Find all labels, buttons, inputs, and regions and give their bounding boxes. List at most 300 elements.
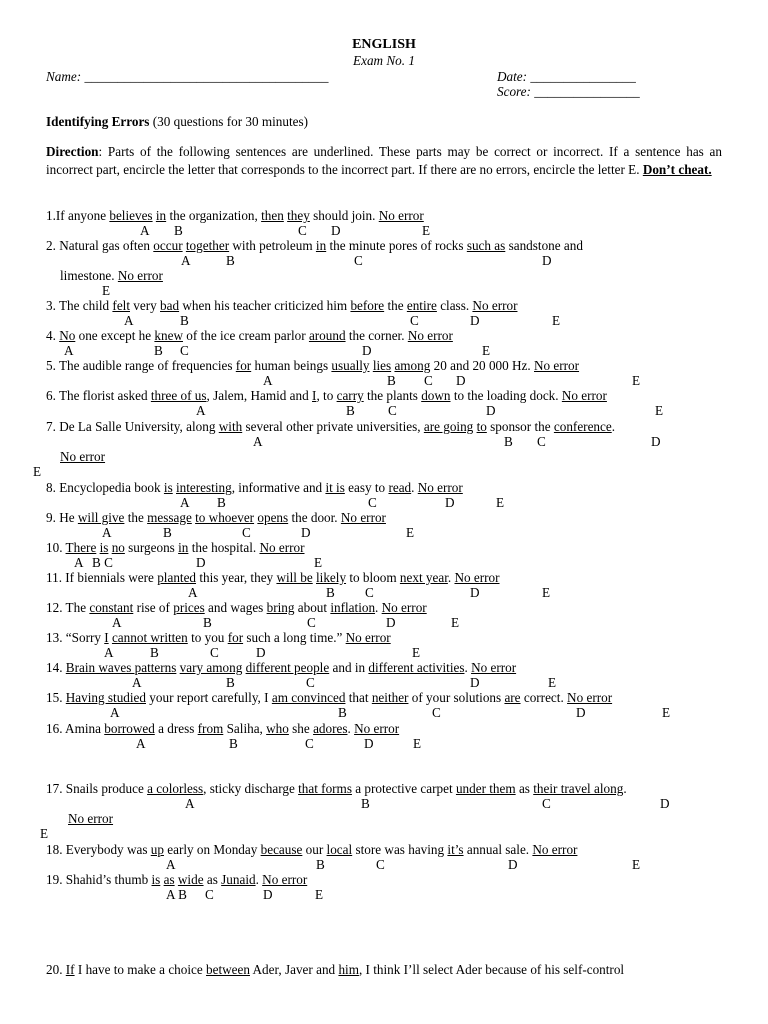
underlined-part: it’s: [447, 842, 464, 857]
sentence-text: the: [124, 510, 148, 525]
answer-letter-e[interactable]: E: [102, 283, 111, 298]
direction-label: Direction: [46, 144, 99, 159]
answer-letter-b[interactable]: B: [229, 736, 238, 751]
question-sentence: [46, 842, 736, 857]
underlined-part: down: [421, 388, 451, 403]
underlined-part: bring: [266, 600, 295, 615]
question-4: [46, 328, 736, 358]
underlined-part: then: [261, 208, 284, 223]
sentence-text: 3. The child: [46, 298, 113, 313]
answer-letter-d[interactable]: D: [445, 495, 455, 510]
answer-letter-b[interactable]: B: [361, 796, 370, 811]
answer-letters: [46, 585, 736, 600]
answer-letter-e[interactable]: E: [451, 615, 460, 630]
answer-letters: [46, 373, 736, 388]
underlined-part: felt: [112, 298, 130, 313]
answer-letter-c[interactable]: C: [432, 705, 441, 720]
direction-text: : Parts of the following sentences are underlined. These parts may be correct or incorrect. If a sentence has an incorrect part, encircle the letter that corresponds to the incorrect part. If there are no errors, encircle the letter E.: [46, 144, 722, 177]
answer-letters: [46, 253, 736, 268]
sentence-text: 17. Snails produce: [46, 781, 148, 796]
sentence-text: 11. If biennials were: [46, 570, 158, 585]
answer-letter-b[interactable]: B: [203, 615, 212, 630]
direction-paragraph: [46, 143, 722, 179]
sentence-text: class.: [436, 298, 473, 313]
answer-letters: [46, 313, 736, 328]
question-sentence: [46, 872, 736, 887]
answer-letter-c[interactable]: C: [298, 223, 307, 238]
underlined-part: No error: [378, 208, 424, 223]
answer-letter-d[interactable]: D: [386, 615, 396, 630]
answer-letter-c[interactable]: C: [210, 645, 219, 660]
sentence-text: as: [515, 781, 534, 796]
underlined-part: constant: [89, 600, 134, 615]
underlined-part: No error: [68, 811, 114, 826]
question-sentence: [46, 298, 736, 313]
answer-letter-b[interactable]: B: [226, 253, 235, 268]
answer-letter-c[interactable]: C: [242, 525, 251, 540]
underlined-part: carry: [336, 388, 364, 403]
sentence-text: .: [611, 419, 616, 434]
sentence-text: store was having: [352, 842, 448, 857]
sentence-text: 10.: [46, 540, 66, 555]
answer-letter-d[interactable]: D: [470, 585, 480, 600]
answer-letter-a[interactable]: A: [188, 585, 198, 600]
date-field-label: Date: ________________: [497, 69, 636, 84]
underlined-part: I: [104, 630, 109, 645]
sentence-text: correct.: [520, 690, 568, 705]
answer-letter-a[interactable]: A: [140, 223, 150, 238]
question-9: [46, 510, 736, 540]
answer-letter-a[interactable]: A: [263, 373, 273, 388]
answer-letter-d[interactable]: D: [651, 434, 661, 449]
sentence-text: rise of: [133, 600, 174, 615]
answer-letter-e[interactable]: E: [40, 826, 49, 841]
underlined-part: to: [476, 419, 487, 434]
sentence-text: when his teacher criticized him: [179, 298, 351, 313]
answer-letter-b[interactable]: B: [226, 675, 235, 690]
underlined-part: occur: [153, 238, 183, 253]
sentence-text: the minute pores of rocks: [326, 238, 467, 253]
underlined-part: No: [59, 328, 76, 343]
question-1: [46, 208, 736, 238]
question-17: [40, 781, 736, 841]
underlined-part: between: [206, 962, 250, 977]
answer-letter-b[interactable]: B: [326, 585, 335, 600]
answer-letters: [46, 615, 736, 630]
exam-title: ENGLISH: [352, 37, 416, 52]
question-sentence: [46, 449, 736, 464]
answer-letter-d[interactable]: D: [256, 645, 266, 660]
underlined-part: No error: [472, 298, 518, 313]
underlined-part: under them: [455, 781, 516, 796]
answer-letter-e[interactable]: E: [422, 223, 431, 238]
answer-letters: [46, 343, 736, 358]
answer-letter-a[interactable]: A: [110, 705, 120, 720]
underlined-part: different people: [245, 660, 330, 675]
sentence-text: our: [302, 842, 327, 857]
underlined-part: next year: [399, 570, 448, 585]
answer-letter-b[interactable]: B: [504, 434, 513, 449]
sentence-text: very: [130, 298, 161, 313]
question-sentence: [46, 358, 736, 373]
question-16: [46, 721, 736, 751]
sentence-text: .: [255, 872, 263, 887]
answer-letter-a[interactable]: A: [136, 736, 146, 751]
sentence-text: 20 and 20 000 Hz.: [430, 358, 534, 373]
underlined-part: together: [185, 238, 230, 253]
sentence-text: to the loading dock.: [450, 388, 562, 403]
question-7: [33, 419, 736, 479]
answer-letters: [46, 705, 736, 720]
underlined-part: No error: [262, 872, 308, 887]
underlined-part: inflation: [330, 600, 376, 615]
underlined-part: opens: [257, 510, 289, 525]
question-sentence: [46, 540, 736, 555]
question-sentence: [46, 721, 736, 736]
underlined-part: for: [235, 358, 252, 373]
direction-emphasis: Don’t cheat.: [642, 162, 712, 177]
answer-letter-b[interactable]: B: [174, 223, 183, 238]
answer-letter-d[interactable]: D: [470, 675, 480, 690]
question-6: [46, 388, 736, 418]
underlined-part: for: [227, 630, 244, 645]
answer-letter-bc[interactable]: B C: [92, 555, 113, 570]
sentence-text: 20.: [46, 962, 66, 977]
answer-letter-e[interactable]: E: [482, 343, 491, 358]
sentence-text: Ader, Javer and: [249, 962, 339, 977]
sentence-text: several other private universities,: [242, 419, 424, 434]
sentence-text: 1.If anyone: [46, 208, 110, 223]
sentence-text: 4.: [46, 328, 60, 343]
question-19: [46, 872, 736, 902]
question-sentence: [46, 480, 736, 495]
sentence-text: annual sale.: [463, 842, 533, 857]
sentence-text: and in: [329, 660, 369, 675]
sentence-text: the organization,: [166, 208, 262, 223]
underlined-part: read: [388, 480, 412, 495]
sentence-text: .: [411, 480, 418, 495]
answer-letter-a[interactable]: A: [180, 495, 190, 510]
answer-letters: [33, 464, 736, 479]
underlined-part: No error: [354, 721, 400, 736]
sentence-text: 2. Natural gas often: [46, 238, 154, 253]
answer-letter-b[interactable]: B: [316, 857, 325, 872]
answer-letters: [46, 283, 736, 298]
answer-letter-b[interactable]: B: [180, 313, 189, 328]
answer-letter-d[interactable]: D: [660, 796, 670, 811]
sentence-text: 12. The: [46, 600, 90, 615]
answer-letter-d[interactable]: D: [331, 223, 341, 238]
sentence-text: your report carefully, I: [146, 690, 272, 705]
answer-letter-c[interactable]: C: [365, 585, 374, 600]
sentence-text: .: [347, 721, 355, 736]
answer-letter-d[interactable]: D: [508, 857, 518, 872]
answer-letter-b[interactable]: B: [163, 525, 172, 540]
answer-letter-e[interactable]: E: [413, 736, 422, 751]
answer-letter-d[interactable]: D: [456, 373, 466, 388]
answer-letter-e[interactable]: E: [412, 645, 421, 660]
underlined-part: is: [99, 540, 109, 555]
section-note: (30 questions for 30 minutes): [149, 114, 309, 129]
underlined-part: If: [65, 962, 75, 977]
question-sentence: [46, 268, 736, 283]
question-18: [46, 842, 736, 872]
sentence-text: I have to make a choice: [74, 962, 207, 977]
underlined-part: around: [308, 328, 346, 343]
answer-letter-b[interactable]: B: [217, 495, 226, 510]
answer-letter-a[interactable]: A: [166, 857, 176, 872]
underlined-part: to whoever: [195, 510, 255, 525]
answer-letter-e[interactable]: E: [552, 313, 561, 328]
sentence-text: 13. “Sorry: [46, 630, 105, 645]
sentence-text: such a long time.”: [243, 630, 346, 645]
sentence-text: the door.: [288, 510, 341, 525]
answer-letter-d[interactable]: D: [470, 313, 480, 328]
sentence-text: 15.: [46, 690, 66, 705]
answer-letter-c[interactable]: C: [410, 313, 419, 328]
sentence-text: to you: [187, 630, 228, 645]
answer-letter-e[interactable]: E: [315, 887, 324, 902]
underlined-part: borrowed: [104, 721, 155, 736]
underlined-part: entire: [406, 298, 437, 313]
sentence-text: this year, they: [196, 570, 277, 585]
answer-letter-a[interactable]: A: [196, 403, 206, 418]
sentence-text: , I think I’ll select Ader because of his self-control: [358, 962, 625, 977]
underlined-part: adores: [313, 721, 348, 736]
underlined-part: likely: [316, 570, 347, 585]
underlined-part: message: [147, 510, 192, 525]
answer-letter-c[interactable]: C: [306, 675, 315, 690]
score-field-label: Score: ________________: [497, 84, 640, 99]
question-14: [46, 660, 736, 690]
sentence-text: sandstone and: [505, 238, 583, 253]
answer-letter-a[interactable]: A: [132, 675, 142, 690]
answer-letter-e[interactable]: E: [632, 373, 641, 388]
answer-letter-b[interactable]: B: [154, 343, 163, 358]
sentence-text: to bloom: [346, 570, 400, 585]
underlined-part: No error: [340, 510, 386, 525]
sentence-text: of your solutions: [408, 690, 505, 705]
sentence-text: should join.: [309, 208, 379, 223]
sentence-text: 14.: [46, 660, 66, 675]
question-sentence: [46, 510, 736, 525]
answer-letters: [46, 403, 736, 418]
answer-letter-d[interactable]: D: [362, 343, 372, 358]
underlined-part: planted: [157, 570, 197, 585]
underlined-part: they: [287, 208, 310, 223]
answer-letter-a[interactable]: A: [102, 525, 112, 540]
question-13: [46, 630, 736, 660]
sentence-text: the corner.: [345, 328, 408, 343]
answer-letter-d[interactable]: D: [542, 253, 552, 268]
underlined-part: wide: [177, 872, 204, 887]
sentence-text: Saliha,: [223, 721, 267, 736]
answer-letter-c[interactable]: C: [542, 796, 551, 811]
underlined-part: No error: [60, 449, 106, 464]
answer-letter-a[interactable]: A: [104, 645, 114, 660]
sentence-text: , informative and: [231, 480, 326, 495]
answer-letter-a[interactable]: A: [253, 434, 263, 449]
answer-letters: [46, 495, 736, 510]
underlined-part: Having studied: [65, 690, 146, 705]
section-title: Identifying Errors: [46, 114, 150, 129]
sentence-text: she: [288, 721, 314, 736]
answer-letter-c[interactable]: C: [205, 887, 214, 902]
sentence-text: .: [623, 781, 627, 796]
underlined-part: before: [350, 298, 385, 313]
sentence-text: that: [345, 690, 372, 705]
answer-letters: [46, 645, 736, 660]
answer-letter-a[interactable]: A: [185, 796, 195, 811]
answer-letter-e[interactable]: E: [632, 857, 641, 872]
sentence-text: surgeons: [124, 540, 179, 555]
answer-letter-e[interactable]: E: [548, 675, 557, 690]
answer-letter-d[interactable]: D: [486, 403, 496, 418]
answer-letter-a[interactable]: A: [74, 555, 84, 570]
question-20: [46, 962, 736, 977]
underlined-part: No error: [117, 268, 163, 283]
answer-letter-d[interactable]: D: [263, 887, 273, 902]
question-sentence: [46, 690, 736, 705]
underlined-part: No error: [259, 540, 305, 555]
underlined-part: No error: [471, 660, 517, 675]
sentence-text: limestone.: [60, 268, 118, 283]
sentence-text: one except he: [75, 328, 155, 343]
underlined-part: vary among: [179, 660, 243, 675]
answer-letter-c[interactable]: C: [376, 857, 385, 872]
sentence-text: 19. Shahid’s thumb: [46, 872, 152, 887]
answer-letter-d[interactable]: D: [196, 555, 206, 570]
answer-letter-c[interactable]: C: [388, 403, 397, 418]
underlined-part: with: [218, 419, 243, 434]
question-sentence: [46, 962, 736, 977]
answer-letters: [46, 887, 736, 902]
answer-letters: [46, 555, 736, 570]
sentence-text: .: [447, 570, 455, 585]
answer-letter-d[interactable]: D: [301, 525, 311, 540]
sentence-text: the: [384, 298, 407, 313]
answer-letter-b[interactable]: B: [338, 705, 347, 720]
underlined-part: that forms: [298, 781, 352, 796]
answer-letter-e[interactable]: E: [662, 705, 671, 720]
underlined-part: is: [151, 872, 161, 887]
answer-letters: [46, 857, 736, 872]
answer-letter-d[interactable]: D: [576, 705, 586, 720]
question-sentence: [46, 238, 736, 253]
question-sentence: [46, 388, 736, 403]
underlined-part: up: [150, 842, 164, 857]
sentence-text: the hospital.: [188, 540, 260, 555]
answer-letter-e[interactable]: E: [496, 495, 505, 510]
underlined-part: lies: [372, 358, 392, 373]
underlined-part: in: [178, 540, 189, 555]
answer-letter-a[interactable]: A: [124, 313, 134, 328]
underlined-part: usually: [331, 358, 370, 373]
sentence-text: 5. The audible range of frequencies: [46, 358, 236, 373]
answer-letters: [40, 826, 736, 841]
underlined-part: as: [163, 872, 175, 887]
question-11: [46, 570, 736, 600]
underlined-part: different activities: [368, 660, 465, 675]
sentence-text: 9. He: [46, 510, 78, 525]
answer-letter-a[interactable]: A: [112, 615, 122, 630]
question-8: [46, 480, 736, 510]
underlined-part: their travel along: [533, 781, 624, 796]
answer-letter-e[interactable]: E: [33, 464, 42, 479]
question-sentence: [46, 600, 736, 615]
section-heading: [46, 114, 308, 129]
underlined-part: from: [197, 721, 224, 736]
answer-letter-b[interactable]: B: [346, 403, 355, 418]
sentence-text: , Jalem, Hamid and: [206, 388, 313, 403]
underlined-part: Junaid: [221, 872, 256, 887]
answer-letter-e[interactable]: E: [542, 585, 551, 600]
underlined-part: am convinced: [271, 690, 346, 705]
underlined-part: Brain waves patterns: [65, 660, 177, 675]
underlined-part: I: [312, 388, 317, 403]
underlined-part: knew: [154, 328, 183, 343]
answer-letter-c[interactable]: C: [424, 373, 433, 388]
answer-letter-c[interactable]: C: [354, 253, 363, 268]
answer-letter-c[interactable]: C: [537, 434, 546, 449]
question-15: [46, 690, 736, 720]
answer-letter-e[interactable]: E: [406, 525, 415, 540]
answer-letter-b[interactable]: B: [387, 373, 396, 388]
question-sentence: [46, 570, 736, 585]
answer-letter-e[interactable]: E: [655, 403, 664, 418]
answer-letter-c[interactable]: C: [305, 736, 314, 751]
question-sentence: [46, 630, 736, 645]
question-sentence: [46, 208, 736, 223]
answer-letter-d[interactable]: D: [364, 736, 374, 751]
sentence-text: sponsor the: [486, 419, 554, 434]
underlined-part: no: [111, 540, 125, 555]
answer-letter-ab[interactable]: A B: [166, 887, 187, 902]
sentence-text: early on Monday: [163, 842, 261, 857]
sentence-text: , sticky discharge: [203, 781, 299, 796]
sentence-text: a dress: [154, 721, 198, 736]
sentence-text: the plants: [363, 388, 422, 403]
answer-letter-b[interactable]: B: [150, 645, 159, 660]
sentence-text: .: [464, 660, 472, 675]
answer-letter-e[interactable]: E: [314, 555, 323, 570]
sentence-text: 16. Amina: [46, 721, 105, 736]
answer-letter-c[interactable]: C: [307, 615, 316, 630]
underlined-part: interesting: [176, 480, 232, 495]
answer-letter-a[interactable]: A: [181, 253, 191, 268]
underlined-part: No error: [534, 358, 580, 373]
question-5: [46, 358, 736, 388]
underlined-part: are: [504, 690, 521, 705]
underlined-part: There: [65, 540, 97, 555]
sentence-text: about: [294, 600, 331, 615]
question-sentence: [46, 328, 736, 343]
exam-subtitle: Exam No. 1: [353, 53, 415, 68]
underlined-part: will give: [77, 510, 125, 525]
underlined-part: who: [266, 721, 289, 736]
sentence-text: easy to: [344, 480, 389, 495]
question-12: [46, 600, 736, 630]
answer-letter-c[interactable]: C: [368, 495, 377, 510]
answer-letter-a[interactable]: A: [64, 343, 74, 358]
name-field-label: Name: _____________________________________: [46, 69, 329, 84]
underlined-part: will be: [276, 570, 313, 585]
underlined-part: No error: [561, 388, 607, 403]
sentence-text: 7. De La Salle University, along: [46, 419, 219, 434]
question-2: [46, 238, 736, 298]
answer-letter-c[interactable]: C: [180, 343, 189, 358]
underlined-part: among: [394, 358, 431, 373]
